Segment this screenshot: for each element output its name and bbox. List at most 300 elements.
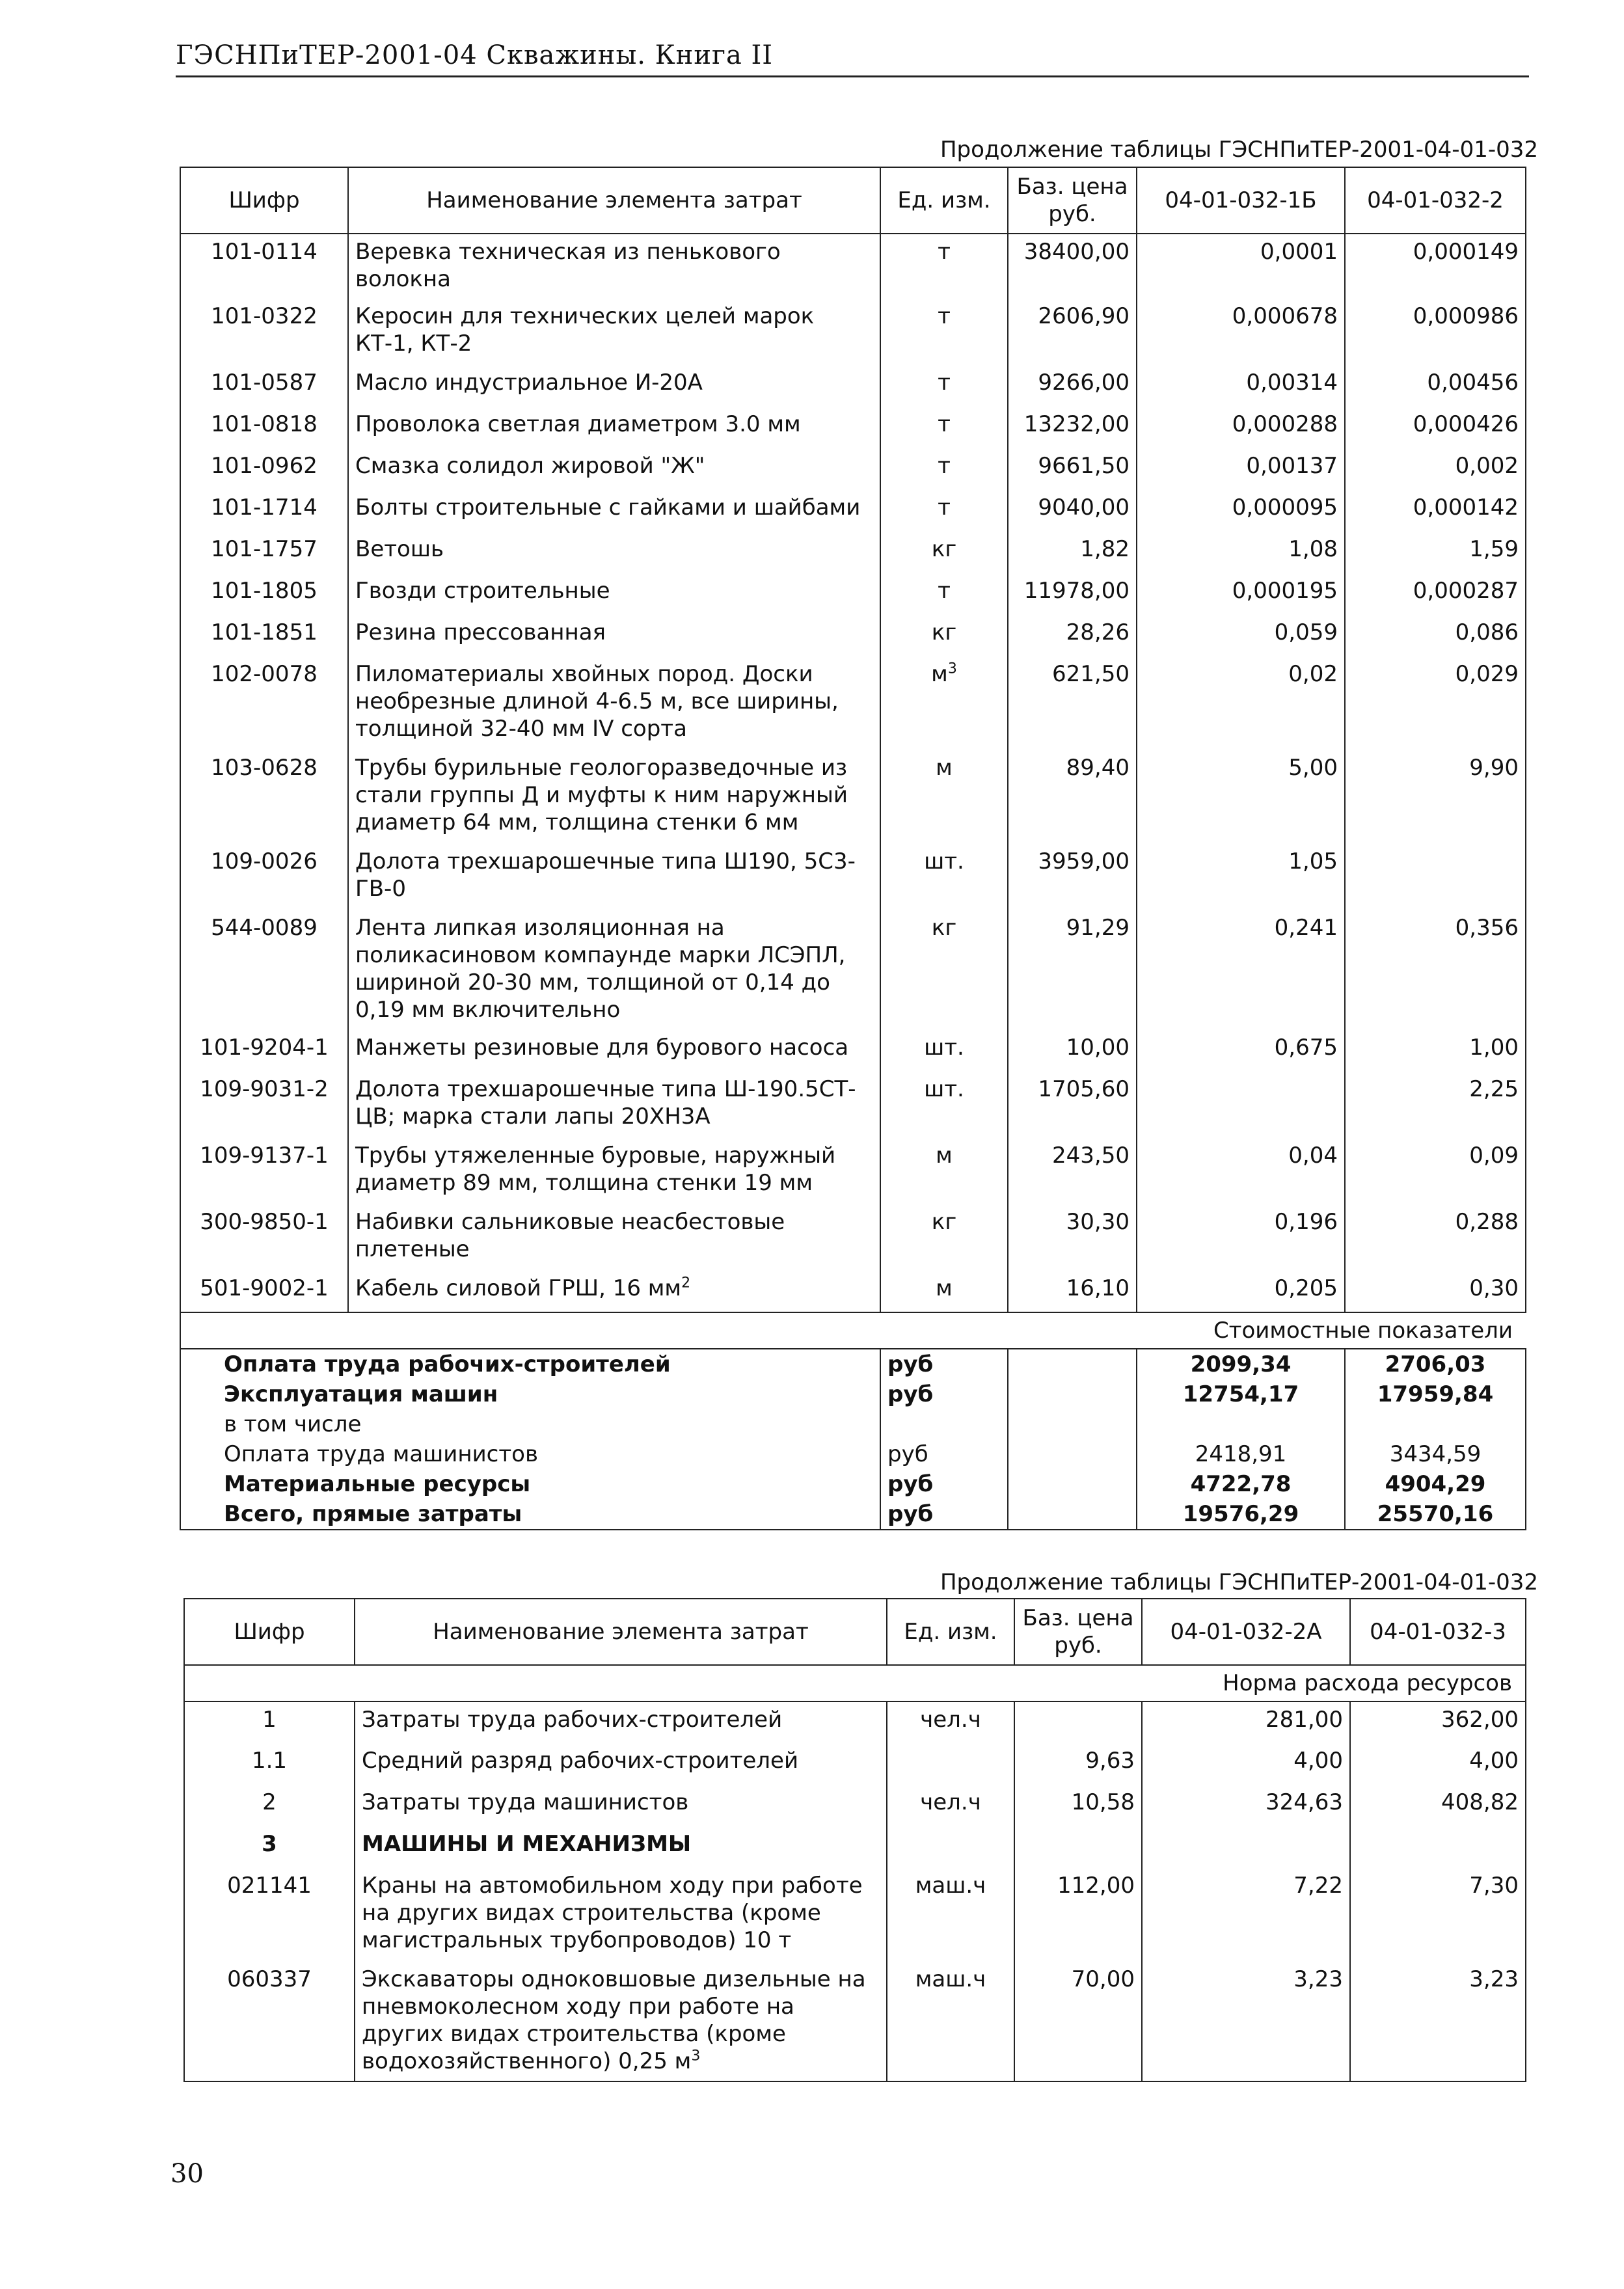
cell-value-2-text: 1,59 [1469,536,1519,562]
cell-price-text: 9266,00 [1038,370,1130,396]
table-row [180,573,1526,615]
cell-code-text: 021141 [227,1873,312,1899]
cell-value-2-text: 0,000426 [1413,411,1519,437]
cell-value-2 [1345,1271,1526,1312]
table-row [180,407,1526,448]
cell-code-text: 3 [262,1831,277,1857]
cell-value-2 [1350,1868,1526,1962]
cell-code [180,1204,348,1271]
table-row [180,490,1526,532]
header-col2: 04-01-032-2 [1345,167,1526,234]
cell-code [184,1701,355,1743]
cell-name-text: Долота трехшарошечные типа Ш-190.5СТ-ЦВ; марка стали лапы 20ХН3А [355,1076,856,1130]
cell-value-2-text: 362,00 [1441,1707,1519,1733]
cell-value-2-text: 0,09 [1469,1143,1519,1169]
cell-price-text: 38400,00 [1023,239,1130,265]
cell-unit-text: маш.ч [915,1873,986,1899]
cell-name [355,1826,887,1868]
cell-name-text: Долота трехшарошечные типа Ш190, 5С3-ГВ-0 [355,848,856,902]
cell-code [180,750,348,844]
summary-value-1-text: 19576,29 [1182,1501,1299,1527]
cell-value-2-text: 7,30 [1469,1873,1519,1899]
table-row [180,1138,1526,1204]
summary-value-2 [1345,1379,1526,1409]
cell-value-2 [1345,750,1526,844]
cell-name [348,532,880,573]
summary-unit [880,1349,1008,1379]
summary-label: Материальные ресурсы [180,1469,880,1499]
summary-unit [880,1499,1008,1530]
cell-name-sup: 2 [681,1275,691,1292]
table2-section-label: Норма расхода ресурсов [184,1665,1526,1701]
cell-value-1 [1137,1072,1345,1138]
cell-value-1 [1142,1868,1350,1962]
cell-name [348,573,880,615]
cell-unit [880,448,1008,490]
cell-name-text: Масло индустриальное И-20А [355,370,703,396]
cell-unit-text: маш.ч [915,1966,986,1992]
cell-value-1-text: 3,23 [1293,1966,1343,1992]
cell-value-2 [1345,657,1526,750]
cell-value-1 [1137,844,1345,910]
cell-value-1-text: 0,00314 [1246,370,1338,396]
cell-price [1014,1785,1142,1826]
cell-price [1008,1271,1137,1312]
cell-value-1-text: 1,08 [1288,536,1338,562]
cell-code-text: 101-1805 [211,578,318,604]
cell-unit [880,407,1008,448]
cell-name [355,1962,887,2081]
summary-value-2-text: 2706,03 [1385,1351,1486,1377]
cell-value-2-text: 0,356 [1455,915,1519,941]
summary-value-1 [1137,1439,1345,1469]
cell-value-2-text: 408,82 [1441,1789,1519,1815]
table2 [183,1598,1526,2082]
cell-name-text: Средний разряд рабочих-строителей [362,1748,799,1774]
cell-name [348,365,880,407]
cell-unit-text: шт. [924,1076,964,1102]
summary-price-empty [1008,1499,1137,1530]
cell-value-2-text: 1,00 [1469,1035,1519,1061]
cell-value-1 [1137,234,1345,299]
cell-value-1-text: 0,04 [1288,1143,1338,1169]
cell-name [355,1785,887,1826]
summary-label: Всего, прямые затраты [180,1499,880,1530]
cell-price-text: 243,50 [1052,1143,1130,1169]
cell-price [1008,1030,1137,1072]
cell-value-2 [1345,615,1526,657]
cell-price-text: 89,40 [1066,755,1130,781]
cell-unit-text: чел.ч [920,1707,981,1733]
summary-price-empty [1008,1469,1137,1499]
summary-unit [880,1409,1008,1439]
cell-code [180,490,348,532]
cell-unit-text: т [938,370,951,396]
cell-name-text: Трубы бурильные геологоразведочные из стали группы Д и муфты к ним наружный диаметр 64 мм, толщина стенки 6 мм [355,755,848,835]
cell-value-2 [1350,1962,1526,2081]
summary-unit [880,1469,1008,1499]
cell-code [180,910,348,1030]
cell-value-1 [1137,657,1345,750]
cell-code-text: 101-0962 [211,453,318,479]
cell-value-1 [1137,365,1345,407]
cell-code-text: 101-0818 [211,411,318,437]
summary-value-1-text: 4722,78 [1190,1471,1292,1497]
header-col1: 04-01-032-1Б [1137,167,1345,234]
cell-code-text: 2 [262,1789,277,1815]
cell-code [180,1271,348,1312]
cell-code-text: 300-9850-1 [200,1209,329,1235]
running-head: ГЭСНПиТЕР-2001-04 Скважины. Книга II [176,40,1529,77]
cell-value-2-text: 0,00456 [1427,370,1519,396]
cell-unit [880,910,1008,1030]
cell-value-2-text: 0,288 [1455,1209,1519,1235]
cell-name-text: Экскаваторы одноковшовые дизельные на пневмоколесном ходу при работе на других видах строительства (кроме водохозяйственного) 0,25 м [362,1966,866,2074]
summary-price-empty [1008,1439,1137,1469]
cell-name [348,448,880,490]
cell-value-2 [1350,1743,1526,1785]
cell-code [180,573,348,615]
cell-code [184,1962,355,2081]
cell-code-text: 103-0628 [211,755,318,781]
cell-value-2 [1345,448,1526,490]
cell-name [348,615,880,657]
summary-value-2 [1345,1349,1526,1379]
cell-unit-text: м [936,1143,953,1169]
cell-unit-text: т [938,578,951,604]
summary-label: Эксплуатация машин [180,1379,880,1409]
cell-price-text: 1705,60 [1038,1076,1130,1102]
cell-code-text: 1 [262,1707,277,1733]
cell-name [348,1138,880,1204]
cell-value-1 [1142,1962,1350,2081]
cell-unit [880,299,1008,365]
cell-price [1008,1072,1137,1138]
cell-unit-text: чел.ч [920,1789,981,1815]
cell-value-2-text: 0,000142 [1413,494,1519,521]
cell-code-text: 501-9002-1 [200,1275,329,1301]
cell-code-text: 109-9031-2 [200,1076,329,1102]
cell-price [1014,1743,1142,1785]
summary-value-2-text: 25570,16 [1377,1501,1494,1527]
cell-value-2 [1345,407,1526,448]
table1-section-label: Стоимостные показатели [180,1312,1526,1349]
cell-value-1-text: 0,000095 [1232,494,1338,521]
cell-value-1 [1137,615,1345,657]
cell-price-text: 2606,90 [1038,303,1130,329]
cell-name-text: Болты строительные с гайками и шайбами [355,494,861,521]
cell-code-text: 544-0089 [211,915,318,941]
cell-code [184,1826,355,1868]
cell-value-1-text: 7,22 [1293,1873,1343,1899]
cell-code-text: 1.1 [251,1748,288,1774]
cell-code [180,657,348,750]
cell-value-2 [1345,910,1526,1030]
cell-value-2 [1345,490,1526,532]
cell-name-text: Смазка солидол жировой "Ж" [355,453,705,479]
cell-name-text: Ветошь [355,536,444,562]
cell-value-2-text: 9,90 [1469,755,1519,781]
cell-name-text: Лента липкая изоляционная на поликасиновом компаунде марки ЛСЭПЛ, шириной 20-30 мм, толщиной от 0,14 до 0,19 мм включительно [355,915,846,1023]
cell-name [348,407,880,448]
table-row [184,1826,1526,1868]
summary-value-1-text: 2418,91 [1195,1441,1287,1467]
summary-value-1-text: 12754,17 [1182,1381,1299,1407]
cell-unit-text: т [938,453,951,479]
cell-price-text: 30,30 [1066,1209,1130,1235]
cell-unit-text: кг [931,915,957,941]
cell-value-1-text: 0,000678 [1232,303,1338,329]
cell-code-text: 101-0114 [211,239,318,265]
cell-value-1-text: 0,02 [1288,661,1338,687]
cell-price-text: 16,10 [1066,1275,1130,1301]
summary-value-1 [1137,1349,1345,1379]
cell-name [348,750,880,844]
cell-price-text: 9,63 [1085,1748,1135,1774]
cell-unit-text: т [938,494,951,521]
cell-code [180,448,348,490]
cell-value-1 [1137,532,1345,573]
cell-name-text: Набивки сальниковые неасбестовые плетеные [355,1209,785,1262]
cell-value-1 [1137,1271,1345,1312]
cell-code-text: 101-1851 [211,619,318,645]
cell-price-text: 10,58 [1071,1789,1135,1815]
summary-unit-text: руб [887,1471,934,1497]
cell-code-text: 101-0587 [211,370,318,396]
table-row [180,750,1526,844]
cell-value-1 [1137,448,1345,490]
cell-value-2 [1345,844,1526,910]
cell-value-2 [1345,1030,1526,1072]
cell-unit [880,573,1008,615]
cell-price [1008,573,1137,615]
cell-name-text: Проволока светлая диаметром 3.0 мм [355,411,801,437]
cell-value-2-text: 0,000149 [1413,239,1519,265]
cell-unit [880,750,1008,844]
table-row [180,615,1526,657]
summary-unit [880,1439,1008,1469]
cell-code [184,1743,355,1785]
cell-name-text: Краны на автомобильном ходу при работе на других видах строительства (кроме магистральных трубопроводов) 10 т [362,1873,863,1953]
table-row [180,365,1526,407]
header-price: Баз. цена руб. [1014,1599,1142,1665]
cell-unit [880,1138,1008,1204]
cell-name [348,299,880,365]
cell-price [1008,365,1137,407]
cell-name-text: Кабель силовой ГРШ, 16 мм [355,1275,682,1301]
cell-value-1 [1142,1785,1350,1826]
cell-value-2 [1345,299,1526,365]
table2-caption: Продолжение таблицы ГЭСНПиТЕР-2001-04-01-032 [940,1569,1538,1595]
table-row [180,1204,1526,1271]
summary-label: Оплата труда рабочих-строителей [180,1349,880,1379]
cell-unit-sup: 3 [947,660,957,677]
cell-value-1-text: 324,63 [1265,1789,1343,1815]
cell-value-2 [1350,1826,1526,1868]
table-row [184,1785,1526,1826]
summary-value-2 [1345,1409,1526,1439]
summary-value-2 [1345,1469,1526,1499]
cell-unit-text: т [938,411,951,437]
cell-price [1008,234,1137,299]
cell-name-text: Веревка техническая из пенькового волокна [355,239,781,292]
summary-row [180,1439,1526,1469]
cell-unit [887,1785,1014,1826]
cell-unit [880,844,1008,910]
summary-value-2 [1345,1499,1526,1530]
cell-unit [880,532,1008,573]
cell-name [348,1072,880,1138]
cell-unit-text: м [936,755,953,781]
cell-value-1 [1142,1826,1350,1868]
cell-value-1 [1142,1701,1350,1743]
cell-price [1008,844,1137,910]
cell-unit [887,1826,1014,1868]
header-code: Шифр [184,1599,355,1665]
cell-unit-text: кг [931,1209,957,1235]
cell-price [1008,532,1137,573]
cell-value-2-text: 3,23 [1469,1966,1519,1992]
cell-code [184,1785,355,1826]
cell-value-1-text: 1,05 [1288,848,1338,874]
cell-name-text: МАШИНЫ И МЕХАНИЗМЫ [362,1831,692,1857]
table-row [180,299,1526,365]
cell-code-text: 101-1757 [211,536,318,562]
cell-price-text: 9661,50 [1038,453,1130,479]
cell-value-1 [1137,1204,1345,1271]
summary-value-1 [1137,1469,1345,1499]
cell-value-1 [1142,1743,1350,1785]
cell-code [184,1868,355,1962]
table-row [180,532,1526,573]
cell-name-text: Керосин для технических целей марок КТ-1, КТ-2 [355,303,815,357]
cell-name-text: Пиломатериалы хвойных пород. Доски необрезные длиной 4-6.5 м, все ширины, толщиной 32-40 мм IV сорта [355,661,839,742]
cell-value-2-text: 4,00 [1469,1748,1519,1774]
cell-name [355,1701,887,1743]
cell-value-2-text: 0,30 [1469,1275,1519,1301]
cell-value-1-text: 0,196 [1274,1209,1338,1235]
table-row [180,1271,1526,1312]
cell-value-2 [1345,573,1526,615]
cell-unit [887,1962,1014,2081]
table-row [180,910,1526,1030]
summary-row [180,1349,1526,1379]
table-row [184,1962,1526,2081]
cell-name-text: Гвозди строительные [355,578,610,604]
table-row [184,1868,1526,1962]
cell-code [180,299,348,365]
cell-name-text: Затраты труда машинистов [362,1789,689,1815]
cell-value-1 [1137,407,1345,448]
cell-value-1 [1137,573,1345,615]
cell-price [1008,750,1137,844]
page-number: 30 [170,2159,204,2189]
cell-value-1-text: 0,675 [1274,1035,1338,1061]
cell-price [1014,1868,1142,1962]
cell-value-1 [1137,750,1345,844]
cell-unit [880,365,1008,407]
cell-value-1-text: 4,00 [1293,1748,1343,1774]
summary-row [180,1409,1526,1439]
cell-code [180,234,348,299]
table-row [180,657,1526,750]
cell-name-text: Манжеты резиновые для бурового насоса [355,1035,849,1061]
cell-unit [887,1701,1014,1743]
cell-value-1-text: 0,000288 [1232,411,1338,437]
cell-value-2 [1345,234,1526,299]
cell-value-1-text: 5,00 [1288,755,1338,781]
cell-value-2-text: 2,25 [1469,1076,1519,1102]
cell-value-2-text: 0,002 [1455,453,1519,479]
cell-value-2 [1345,365,1526,407]
cell-price-text: 70,00 [1071,1966,1135,1992]
cell-name [348,490,880,532]
cell-price [1014,1962,1142,2081]
cell-code-text: 101-0322 [211,303,318,329]
cell-code [180,407,348,448]
table-row [180,1030,1526,1072]
cell-unit-text: кг [931,536,957,562]
table-row [184,1701,1526,1743]
summary-value-2-text: 4904,29 [1385,1471,1486,1497]
header-name: Наименование элемента затрат [348,167,880,234]
cell-code-text: 101-9204-1 [200,1035,329,1061]
header-col2: 04-01-032-3 [1350,1599,1526,1665]
cell-unit [880,1204,1008,1271]
header-price: Баз. цена руб. [1008,167,1137,234]
cell-unit-text: т [938,239,951,265]
cell-unit-text: м [931,661,948,687]
cell-unit-text: м [936,1275,953,1301]
cell-value-1 [1137,1030,1345,1072]
cell-unit [880,234,1008,299]
cell-value-1-text: 0,00137 [1246,453,1338,479]
cell-price [1014,1701,1142,1743]
summary-price-empty [1008,1349,1137,1379]
cell-name [348,234,880,299]
summary-unit-text: руб [887,1501,934,1527]
cell-price-text: 1,82 [1080,536,1130,562]
cell-value-2 [1345,1138,1526,1204]
cell-price [1008,1204,1137,1271]
cell-value-2 [1345,1072,1526,1138]
cell-value-2-text: 0,000986 [1413,303,1519,329]
cell-name [348,1030,880,1072]
cell-unit [880,657,1008,750]
cell-price [1008,490,1137,532]
cell-unit-text: шт. [924,1035,964,1061]
cell-value-2 [1350,1701,1526,1743]
table1-caption: Продолжение таблицы ГЭСНПиТЕР-2001-04-01-032 [940,137,1538,163]
cell-value-1 [1137,1138,1345,1204]
cell-code-text: 109-9137-1 [200,1143,329,1169]
cell-price-text: 10,00 [1066,1035,1130,1061]
header-unit: Ед. изм. [887,1599,1014,1665]
summary-unit-text: руб [887,1441,928,1467]
cell-price [1008,448,1137,490]
cell-price-text: 91,29 [1066,915,1130,941]
summary-unit-text: руб [887,1351,934,1377]
summary-label: Оплата труда машинистов [180,1439,880,1469]
cell-name-text: Резина прессованная [355,619,606,645]
cell-price-text: 3959,00 [1038,848,1130,874]
cell-name-text: Затраты труда рабочих-строителей [362,1707,783,1733]
cell-code [180,615,348,657]
cell-unit [880,1072,1008,1138]
cell-name [348,910,880,1030]
cell-unit-text: шт. [924,848,964,874]
cell-price-text: 11978,00 [1023,578,1130,604]
